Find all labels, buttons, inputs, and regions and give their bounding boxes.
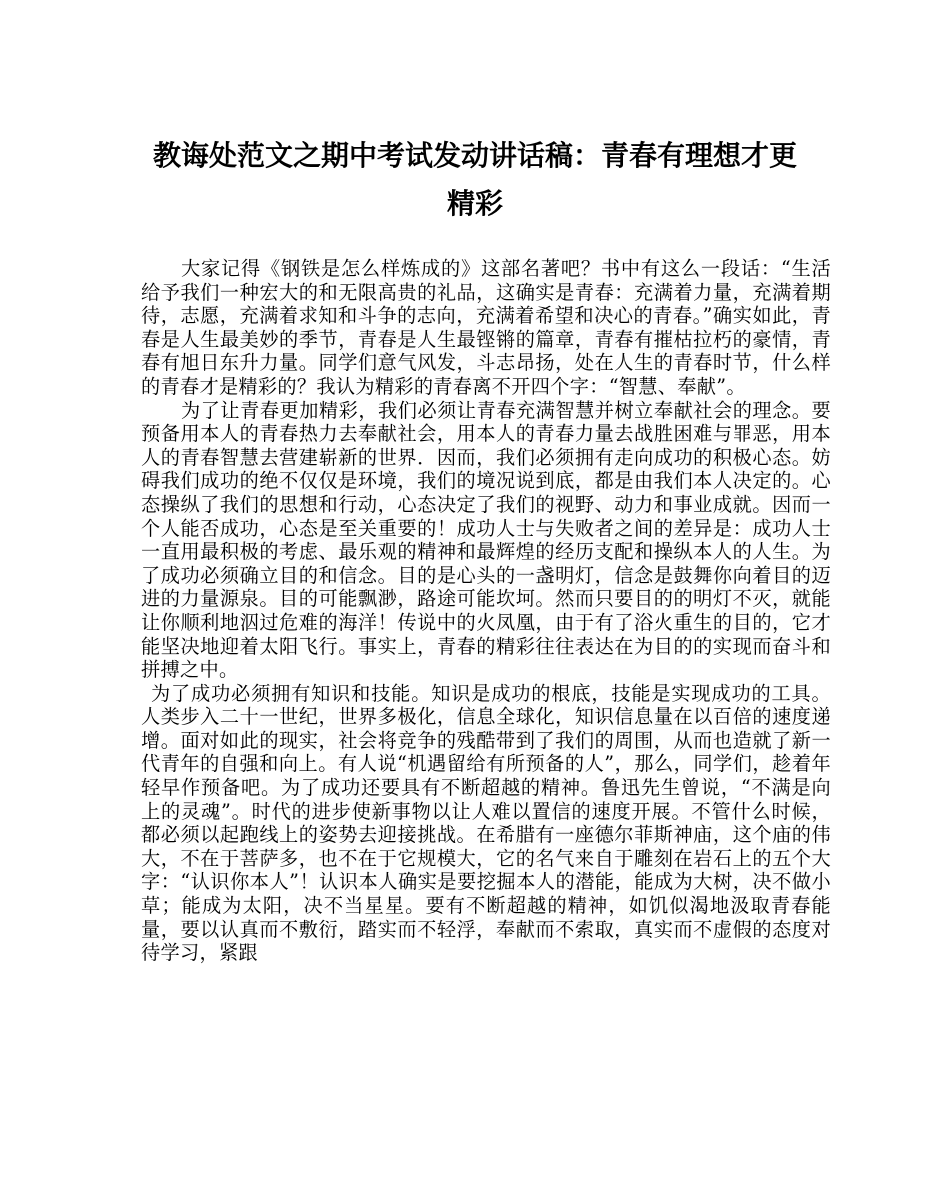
document-body xyxy=(141,257,831,965)
document-title: 教诲处范文之期中考试发动讲话稿：青春有理想才更精彩 xyxy=(152,139,797,220)
paragraph-2: 为了让青春更加精彩，我们必须让青春充满智慧并树立奉献社会的理念。要预备用本人的青春热力去奉献社会，用本人的青春力量去战胜困难与罪恶，用本人的青春智慧去营建崭新的世界．因而，我们必须拥有走向成功的积极心态。妨碍我们成功的绝不仅仅是环境，我们的境况说到底，都是由我们本人决定的。心态操纵了我们的思想和行动，心态决定了我们的视野、动力和事业成就。因而一个人能否成功，心态是至关重要的！成功人士与失败者之间的差异是：成功人士一直用最积极的考虑、最乐观的精神和最辉煌的经历支配和操纵本人的人生。为了成功必须确立目的和信念。目的是心头的一盏明灯，信念是鼓舞你向着目的迈进的力量源泉。目的可能飘渺，路途可能坎坷。然而只要目的的明灯不灭，就能让你顺利地泅过危难的海洋！传说中的火凤凰，由于有了浴火重生的目的，它才能坚决地迎着太阳飞行。事实上，青春的精彩往往表达在为目的的实现而奋斗和拼搏之中。 xyxy=(141,398,831,682)
paragraph-1: 大家记得《钢铁是怎么样炼成的》这部名著吧？书中有这么一段话：“生活给予我们一种宏大的和无限高贵的礼品，这确实是青春：充满着力量，充满着期待，志愿，充满着求知和斗争的志向，充满着希望和决心的青春。”确实如此，青春是人生最美妙的季节，青春是人生最铿锵的篇章，青春有摧枯拉朽的豪情，青春有旭日东升力量。同学们意气风发，斗志昂扬，处在人生的青春时节，什么样的青春才是精彩的？我认为精彩的青春离不开四个字：“智慧、奉献”。 xyxy=(141,257,831,398)
paragraph-3: 为了成功必须拥有知识和技能。知识是成功的根底，技能是实现成功的工具。人类步入二十一世纪，世界多极化，信息全球化，知识信息量在以百倍的速度递增。面对如此的现实，社会将竞争的残酷带到了我们的周围，从而也造就了新一代青年的自强和向上。有人说“机遇留给有所预备的人”，那么，同学们，趁着年轻早作预备吧。为了成功还要具有不断超越的精神。鲁迅先生曾说，“不满是向上的灵魂”。时代的进步使新事物以让人难以置信的速度开展。不管什么时候，都必须以起跑线上的姿势去迎接挑战。在希腊有一座德尔菲斯神庙，这个庙的伟大，不在于菩萨多，也不在于它规模大，它的名气来自于雕刻在岩石上的五个大字：“认识你本人”！认识本人确实是要挖掘本人的潜能，能成为大树，决不做小草；能成为太阳，决不当星星。要有不断超越的精神，如饥似渴地汲取青春能量，要以认真而不敷衍，踏实而不轻浮，奉献而不索取，真实而不虚假的态度对待学习，紧跟 xyxy=(141,681,831,965)
